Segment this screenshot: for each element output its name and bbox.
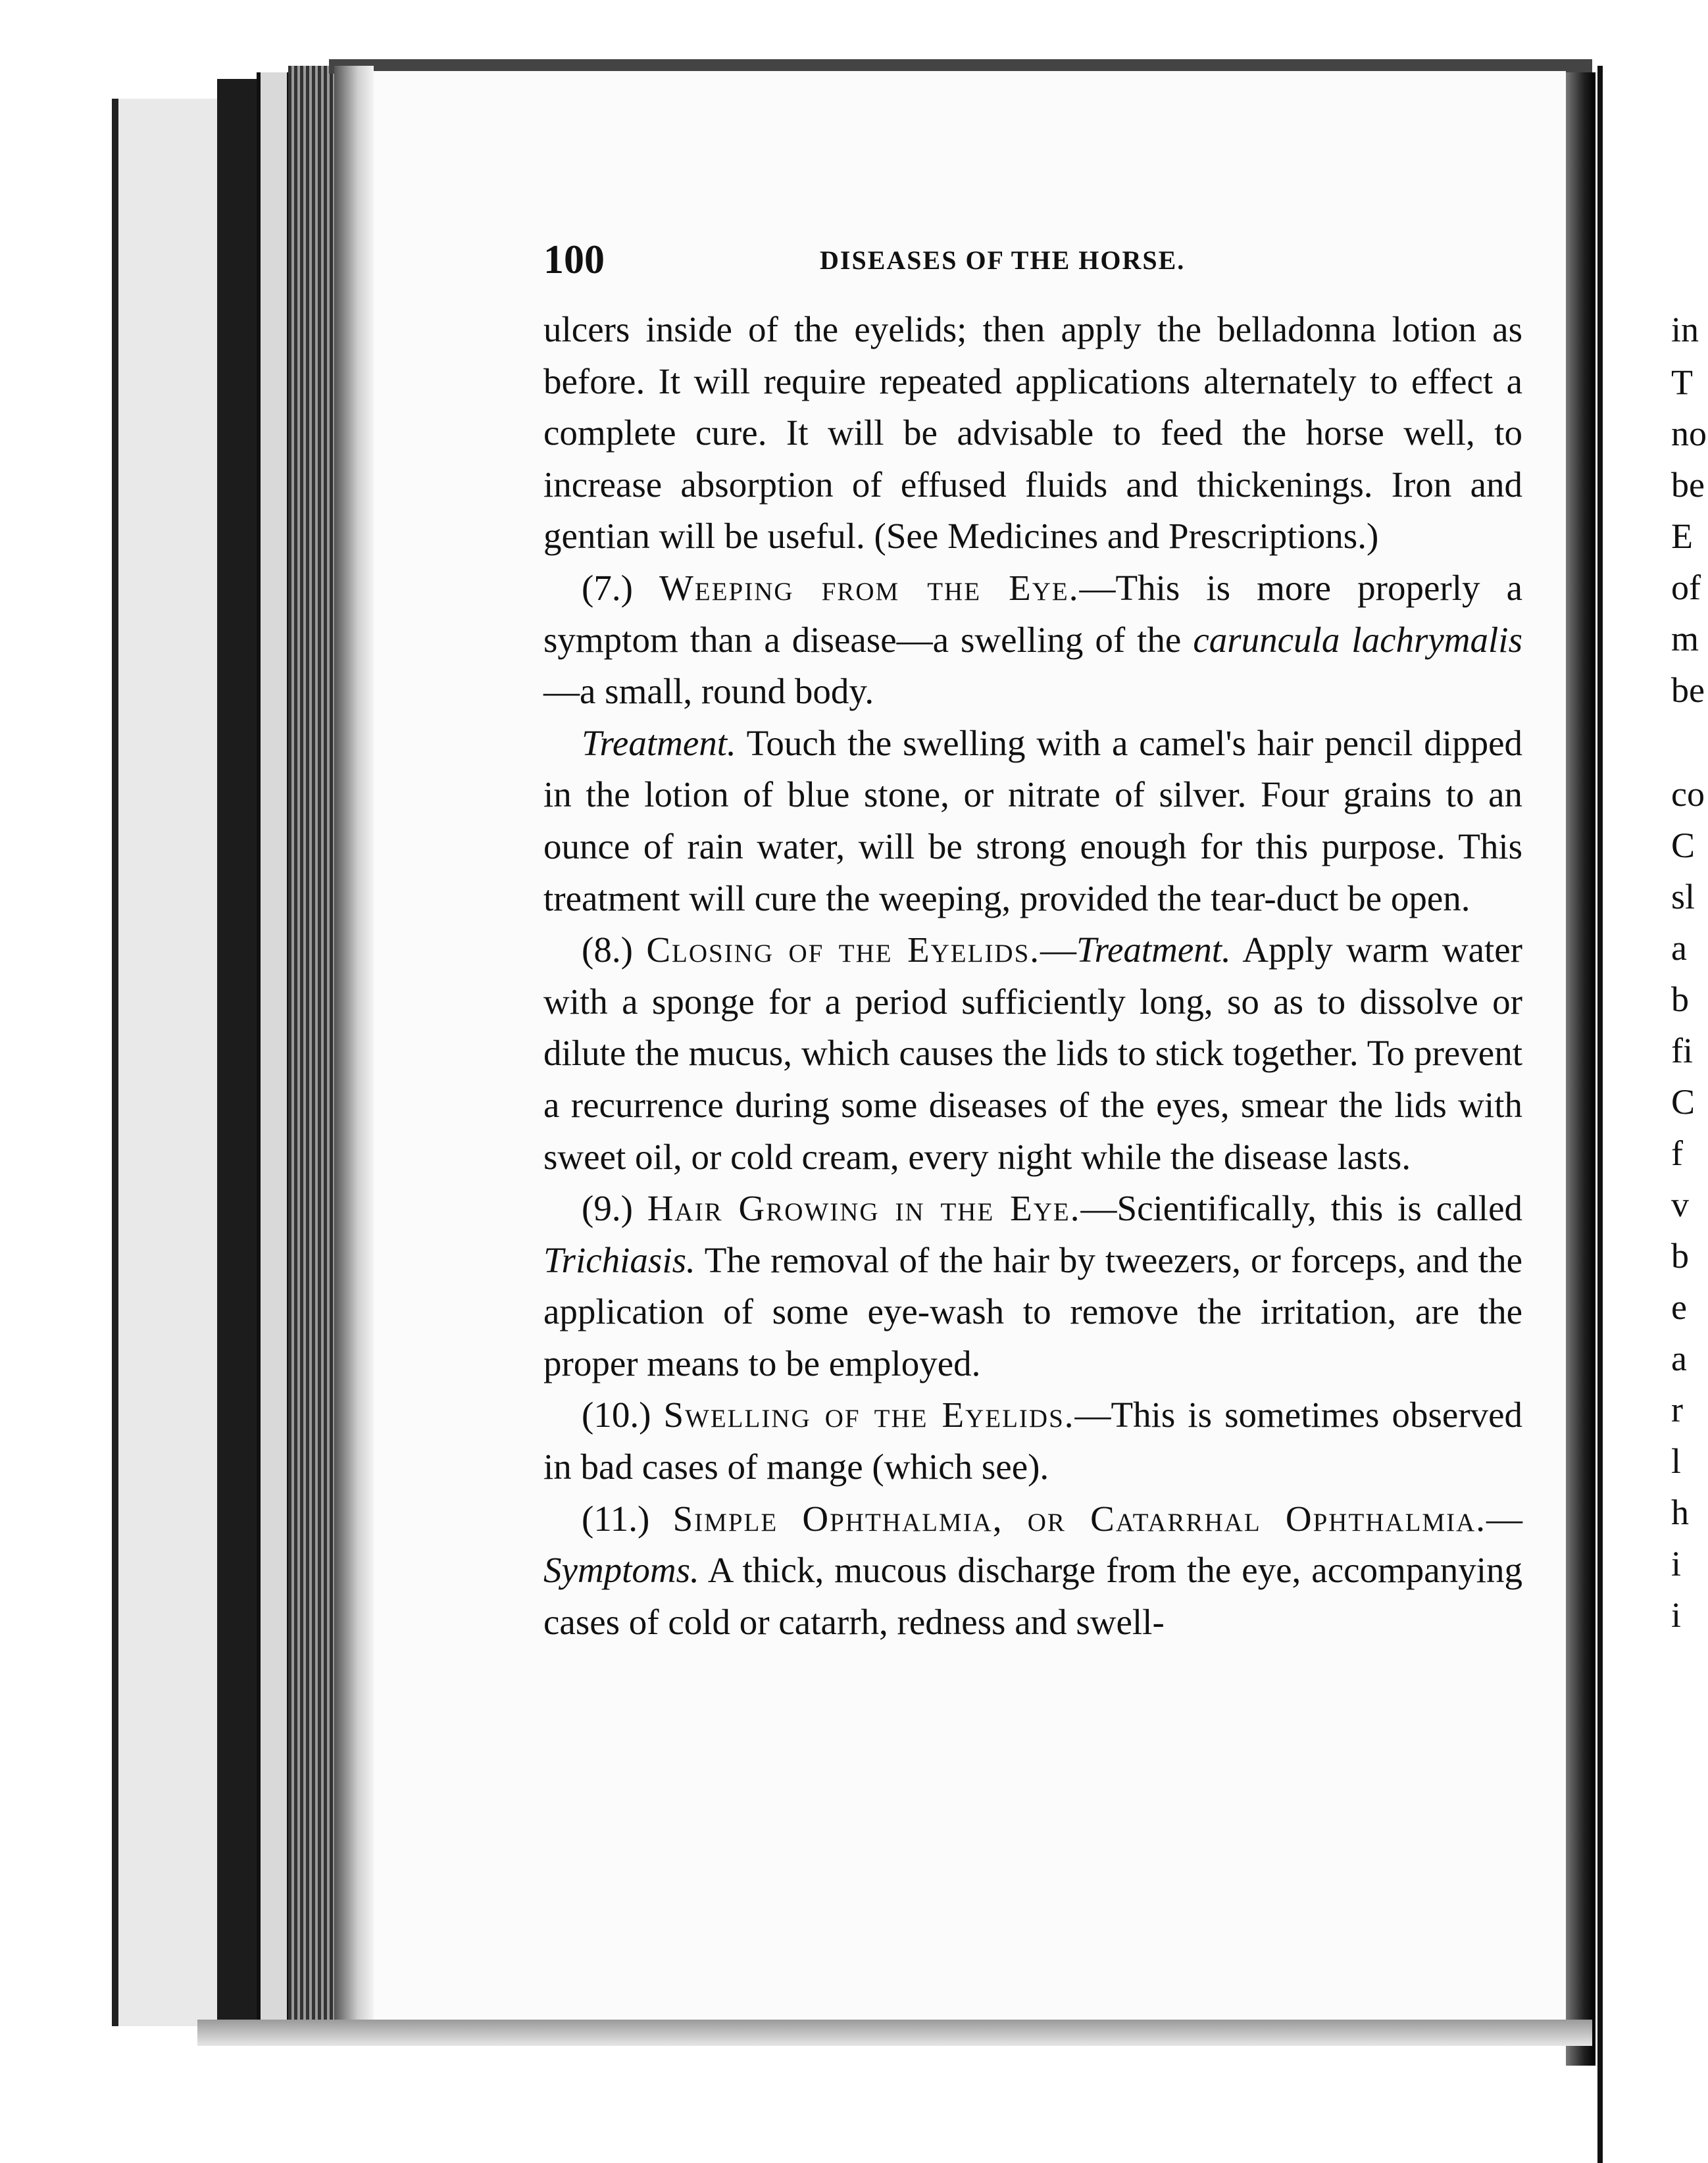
section-text: Apply warm water with a sponge for a period sufficiently long, so as to dissolve or dilute the mucus, which causes the lids to stick together. To prevent a recurrence during some diseases of the eyes, smear the lids with sweet oil, or cold cream, every night while the disease lasts. [543,930,1522,1177]
next-page-fragment: e [1671,1287,1687,1327]
next-page-fragment: be [1671,670,1705,710]
section-number: (10.) [582,1395,664,1435]
page-header [543,237,1522,289]
book-edge-outer [112,99,230,2026]
section-number: (7.) [582,567,659,608]
page-bottom-shadow [197,2020,1592,2046]
page-edges-stack [288,66,334,2026]
latin-term: caruncula lachrymalis [1193,619,1522,660]
next-page-fragment: b [1671,980,1689,1019]
treatment-text: Touch the swelling with a camel's hair pencil dipped in the lotion of blue stone, or nitrate of silver. Four grains to an ounce of rain water, will be strong enough for this purpose. This treatment will cure the weeping, provided the tear-duct be open. [543,722,1522,918]
next-page-fragment: r [1671,1390,1683,1430]
section-text: —This is more properly a symptom than a disease—a swelling of the [543,567,1522,660]
section-text: —Scientifically, this is called [1080,1188,1523,1229]
next-page-fragment: C [1671,1082,1695,1122]
section-swelling-of-eyelids [543,1389,1522,1493]
section-text: —a small, round body. [543,671,874,712]
section-weeping-from-eye [543,562,1522,718]
section-text: —This is sometimes observed in bad cases of mange (which see). [543,1395,1522,1487]
section-title: Closing of the Eyelids. [646,930,1041,970]
next-page-fragment: co [1671,774,1705,814]
next-page-fragment: f [1671,1133,1683,1173]
section-number: (9.) [582,1188,647,1229]
treatment-paragraph [543,718,1522,924]
latin-term: Trichiasis. [543,1239,695,1280]
section-text: The removal of the hair by tweezers, or forceps, and the application of some eye-wash to remove the irritation, are the proper means to be employed. [543,1239,1522,1383]
next-page-fragment: be [1671,465,1705,505]
next-page-fragment: fi [1671,1031,1693,1070]
next-page-fragment: a [1671,928,1687,968]
next-page-fragment: E [1671,516,1693,556]
book-edge-stack [257,72,292,2020]
section-dash: — [1040,930,1077,970]
next-page-fragment: m [1671,619,1699,659]
next-page-fragment: sl [1671,877,1695,916]
next-page-fragment: i [1671,1544,1682,1583]
section-text: A thick, mucous discharge from the eye, accompanying cases of cold or catarrh, redness and swell- [543,1550,1522,1642]
section-number: (8.) [582,930,647,970]
treatment-label: Treatment. [582,722,736,763]
section-title: Weeping from the Eye. [659,567,1080,608]
next-page-fragment: l [1671,1441,1682,1481]
page-number: 100 [543,237,605,282]
paragraph-text: ulcers inside of the eyelids; then apply the belladonna lotion as before. It will require repeated applications alternately to effect a complete cure. It will be advisable to feed the horse well, to increase absorption of effused fluids and thickenings. Iron and gentian will be useful. (See Medicines and Prescriptions.) [543,309,1522,557]
next-page-fragment: a [1671,1339,1687,1378]
book-edge-stack [217,79,257,2026]
section-simple-ophthalmia [543,1493,1522,1649]
next-page-fragment: v [1671,1185,1689,1224]
page-text-column [543,237,1522,1648]
section-title: Swelling of the Eyelids. [663,1395,1075,1435]
next-page-fragment: of [1671,568,1701,607]
next-page-fragment: b [1671,1236,1689,1276]
next-page-fragment: C [1671,826,1695,865]
paragraph-continuation [543,304,1522,562]
section-closing-of-eyelids [543,924,1522,1183]
symptoms-label: Symptoms. [543,1550,699,1591]
page-left-shadow [334,66,374,2033]
next-page-fragment: in [1671,310,1699,349]
section-dash: — [1486,1498,1523,1539]
running-head: DISEASES OF THE HORSE. [820,245,1186,275]
book-gutter [1566,72,1595,2066]
section-title: Hair Growing in the Eye. [647,1188,1081,1229]
next-page-fragment: no [1671,414,1707,453]
treatment-label: Treatment. [1076,930,1231,970]
section-hair-growing-in-eye [543,1183,1522,1389]
next-page-fragment: h [1671,1493,1689,1532]
next-page-fragment: T [1671,362,1693,402]
section-number: (11.) [582,1498,673,1539]
next-page-fragment: i [1671,1595,1682,1635]
section-title: Simple Ophthalmia, or Catarrhal Ophthalmia. [672,1498,1487,1539]
